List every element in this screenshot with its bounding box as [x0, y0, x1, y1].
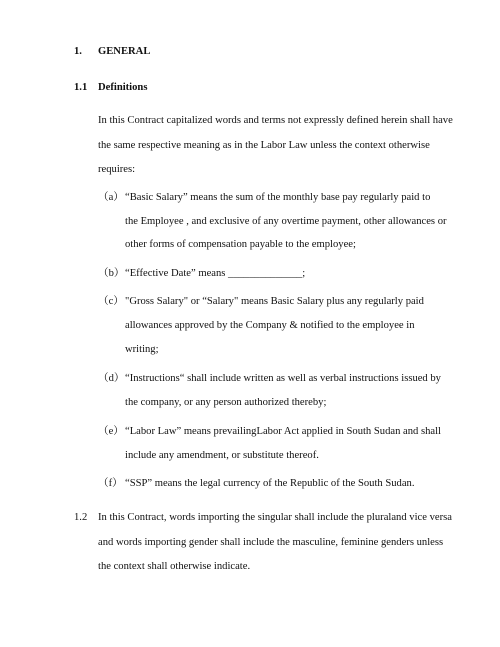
definition-line: "Gross Salary" or “Salary" means Basic Salary plus any regularly paid	[125, 296, 424, 307]
intro-line: In this Contract capitalized words and terms not expressly defined herein shall have	[98, 115, 453, 126]
section-number: 1.	[74, 46, 82, 57]
definition-label: （d）	[98, 373, 125, 384]
clause-number: 1.2	[74, 512, 88, 523]
definition-label: （c）	[98, 296, 124, 307]
definition-label: （f）	[98, 478, 123, 489]
intro-line: the same respective meaning as in the Labor Law unless the context otherwise	[98, 140, 430, 151]
definition-line: writing;	[125, 344, 159, 355]
definition-line: “Basic Salary” means the sum of the monthly base pay regularly paid to	[125, 192, 431, 203]
definition-line: other forms of compensation payable to the employee;	[125, 239, 356, 250]
intro-line: requires:	[98, 164, 136, 175]
subsection-title: Definitions	[98, 82, 148, 93]
section-title: GENERAL	[98, 46, 151, 57]
clause-line: and words importing gender shall include the masculine, feminine genders unless	[98, 537, 444, 548]
definition-line: allowances approved by the Company & notified to the employee in	[125, 320, 415, 331]
definition-line: “Labor Law” means prevailingLabor Act applied in South Sudan and shall	[125, 426, 441, 437]
definition-label: （e）	[98, 426, 124, 437]
definition-line: “Instructions“ shall include written as well as verbal instructions issued by	[125, 373, 441, 384]
definition-line: the company, or any person authorized thereby;	[125, 397, 327, 408]
definition-line: the Employee , and exclusive of any overtime payment, other allowances or	[125, 216, 447, 227]
subsection-number: 1.1	[74, 82, 88, 93]
definition-label: （b）	[98, 268, 125, 279]
definition-label: （a）	[98, 192, 124, 203]
definition-line: include any amendment, or substitute thereof.	[125, 450, 319, 461]
definition-line: “SSP” means the legal currency of the Republic of the South Sudan.	[125, 478, 415, 489]
definition-line: “Effective Date” means ______________;	[125, 268, 306, 279]
clause-line: In this Contract, words importing the singular shall include the pluraland vice versa	[98, 512, 452, 523]
clause-line: the context shall otherwise indicate.	[98, 561, 251, 572]
